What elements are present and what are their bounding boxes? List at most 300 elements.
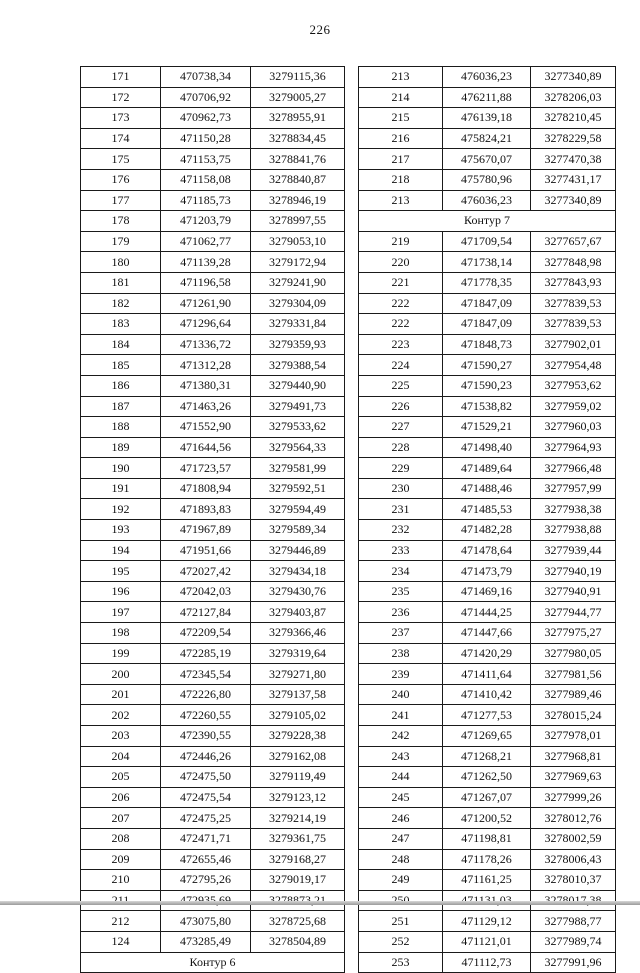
point-number-cell: 252 — [359, 931, 443, 952]
y-coordinate-cell: 3279594,49 — [251, 499, 345, 520]
point-number-cell: 251 — [359, 911, 443, 932]
table-row — [81, 128, 345, 149]
x-coordinate-cell: 472655,46 — [161, 849, 251, 870]
table-row — [359, 520, 616, 541]
x-coordinate-cell: 471267,07 — [443, 787, 531, 808]
table-row — [359, 828, 616, 849]
x-coordinate-cell: 471463,26 — [161, 396, 251, 417]
point-number-cell: 203 — [81, 726, 161, 747]
y-coordinate-cell: 3277999,26 — [531, 787, 616, 808]
point-number-cell: 195 — [81, 561, 161, 582]
y-coordinate-cell: 3279005,27 — [251, 87, 345, 108]
x-coordinate-cell: 472795,26 — [161, 870, 251, 891]
x-coordinate-cell: 472226,80 — [161, 684, 251, 705]
table-row — [359, 231, 616, 252]
x-coordinate-cell: 471062,77 — [161, 231, 251, 252]
y-coordinate-cell: 3279172,94 — [251, 252, 345, 273]
point-number-cell: 221 — [359, 272, 443, 293]
point-number-cell: 180 — [81, 252, 161, 273]
point-number-cell: 243 — [359, 746, 443, 767]
x-coordinate-cell: 472209,54 — [161, 623, 251, 644]
table-row — [81, 520, 345, 541]
y-coordinate-cell: 3277902,01 — [531, 334, 616, 355]
table-row — [81, 417, 345, 438]
table-row — [81, 870, 345, 891]
point-number-cell: 219 — [359, 231, 443, 252]
y-coordinate-cell: 3277839,53 — [531, 314, 616, 335]
y-coordinate-cell: 3277953,62 — [531, 375, 616, 396]
table-row — [81, 931, 345, 952]
point-number-cell: 233 — [359, 540, 443, 561]
point-number-cell: 228 — [359, 437, 443, 458]
x-coordinate-cell: 476036,23 — [443, 190, 531, 211]
point-number-cell: 184 — [81, 334, 161, 355]
x-coordinate-cell: 471738,14 — [443, 252, 531, 273]
table-row — [81, 375, 345, 396]
y-coordinate-cell: 3278725,68 — [251, 911, 345, 932]
point-number-cell: 253 — [359, 952, 443, 973]
y-coordinate-cell: 3278010,37 — [531, 870, 616, 891]
y-coordinate-cell: 3277964,93 — [531, 437, 616, 458]
y-coordinate-cell: 3277978,01 — [531, 726, 616, 747]
table-row — [81, 602, 345, 623]
y-coordinate-cell: 3279019,17 — [251, 870, 345, 891]
y-coordinate-cell: 3277431,17 — [531, 169, 616, 190]
y-coordinate-cell: 3277848,98 — [531, 252, 616, 273]
y-coordinate-cell: 3277981,56 — [531, 664, 616, 685]
y-coordinate-cell: 3279491,73 — [251, 396, 345, 417]
point-number-cell: 178 — [81, 211, 161, 232]
table-row — [359, 478, 616, 499]
x-coordinate-cell: 471482,28 — [443, 520, 531, 541]
table-row — [359, 149, 616, 170]
point-number-cell: 175 — [81, 149, 161, 170]
point-number-cell: 218 — [359, 169, 443, 190]
y-coordinate-cell: 3277940,91 — [531, 581, 616, 602]
y-coordinate-cell: 3277989,46 — [531, 684, 616, 705]
y-coordinate-cell: 3277989,74 — [531, 931, 616, 952]
y-coordinate-cell: 3279446,89 — [251, 540, 345, 561]
x-coordinate-cell: 471296,64 — [161, 314, 251, 335]
table-row — [81, 664, 345, 685]
table-row — [81, 67, 345, 88]
x-coordinate-cell: 471444,25 — [443, 602, 531, 623]
table-row — [81, 726, 345, 747]
x-coordinate-cell: 471198,81 — [443, 828, 531, 849]
point-number-cell: 177 — [81, 190, 161, 211]
table-row — [81, 272, 345, 293]
point-number-cell: 176 — [81, 169, 161, 190]
point-number-cell: 174 — [81, 128, 161, 149]
y-coordinate-cell: 3279115,36 — [251, 67, 345, 88]
point-number-cell: 213 — [359, 190, 443, 211]
y-coordinate-cell: 3279592,51 — [251, 478, 345, 499]
y-coordinate-cell: 3277657,67 — [531, 231, 616, 252]
point-number-cell: 244 — [359, 767, 443, 788]
table-row — [81, 787, 345, 808]
x-coordinate-cell: 472260,55 — [161, 705, 251, 726]
x-coordinate-cell: 475780,96 — [443, 169, 531, 190]
x-coordinate-cell: 471778,35 — [443, 272, 531, 293]
y-coordinate-cell: 3278946,19 — [251, 190, 345, 211]
y-coordinate-cell: 3279331,84 — [251, 314, 345, 335]
x-coordinate-cell: 472042,03 — [161, 581, 251, 602]
x-coordinate-cell: 471847,09 — [443, 293, 531, 314]
point-number-cell: 199 — [81, 643, 161, 664]
point-number-cell: 236 — [359, 602, 443, 623]
x-coordinate-cell: 471269,65 — [443, 726, 531, 747]
coordinates-table-left — [80, 66, 345, 973]
point-number-cell: 242 — [359, 726, 443, 747]
x-coordinate-cell: 471723,57 — [161, 458, 251, 479]
contour-header-row — [359, 211, 616, 232]
table-row — [359, 458, 616, 479]
y-coordinate-cell: 3277969,63 — [531, 767, 616, 788]
point-number-cell: 240 — [359, 684, 443, 705]
point-number-cell: 185 — [81, 355, 161, 376]
x-coordinate-cell: 471158,08 — [161, 169, 251, 190]
x-coordinate-cell: 470706,92 — [161, 87, 251, 108]
x-coordinate-cell: 471161,25 — [443, 870, 531, 891]
table-row — [81, 746, 345, 767]
point-number-cell: 197 — [81, 602, 161, 623]
table-row — [359, 952, 616, 973]
point-number-cell: 248 — [359, 849, 443, 870]
table-row — [81, 314, 345, 335]
page-number: 226 — [309, 22, 331, 37]
point-number-cell: 206 — [81, 787, 161, 808]
point-number-cell: 217 — [359, 149, 443, 170]
x-coordinate-cell: 471185,73 — [161, 190, 251, 211]
point-number-cell: 222 — [359, 314, 443, 335]
table-row — [359, 787, 616, 808]
point-number-cell: 247 — [359, 828, 443, 849]
y-coordinate-cell: 3279403,87 — [251, 602, 345, 623]
x-coordinate-cell: 471112,73 — [443, 952, 531, 973]
x-coordinate-cell: 470962,73 — [161, 108, 251, 129]
x-coordinate-cell: 471411,64 — [443, 664, 531, 685]
x-coordinate-cell: 472446,26 — [161, 746, 251, 767]
x-coordinate-cell: 471529,21 — [443, 417, 531, 438]
table-row — [81, 108, 345, 129]
table-row — [81, 499, 345, 520]
table-row — [359, 437, 616, 458]
table-row — [81, 767, 345, 788]
y-coordinate-cell: 3279361,75 — [251, 828, 345, 849]
point-number-cell: 188 — [81, 417, 161, 438]
point-number-cell: 216 — [359, 128, 443, 149]
y-coordinate-cell: 3279119,49 — [251, 767, 345, 788]
x-coordinate-cell: 471262,50 — [443, 767, 531, 788]
y-coordinate-cell: 3279319,64 — [251, 643, 345, 664]
x-coordinate-cell: 471129,12 — [443, 911, 531, 932]
table-row — [359, 849, 616, 870]
table-row — [359, 808, 616, 829]
x-coordinate-cell: 471447,66 — [443, 623, 531, 644]
y-coordinate-cell: 3277954,48 — [531, 355, 616, 376]
y-coordinate-cell: 3279271,80 — [251, 664, 345, 685]
table-row — [359, 931, 616, 952]
x-coordinate-cell: 473075,80 — [161, 911, 251, 932]
table-row — [359, 664, 616, 685]
table-row — [359, 911, 616, 932]
table-row — [81, 293, 345, 314]
y-coordinate-cell: 3278210,45 — [531, 108, 616, 129]
table-row — [81, 828, 345, 849]
table-row — [81, 684, 345, 705]
point-number-cell: 215 — [359, 108, 443, 129]
table-row — [81, 334, 345, 355]
y-coordinate-cell: 3277968,81 — [531, 746, 616, 767]
point-number-cell: 198 — [81, 623, 161, 644]
y-coordinate-cell: 3279168,27 — [251, 849, 345, 870]
y-coordinate-cell: 3277957,99 — [531, 478, 616, 499]
point-number-cell: 213 — [359, 67, 443, 88]
x-coordinate-cell: 471312,28 — [161, 355, 251, 376]
x-coordinate-cell: 472027,42 — [161, 561, 251, 582]
point-number-cell: 204 — [81, 746, 161, 767]
point-number-cell: 220 — [359, 252, 443, 273]
x-coordinate-cell: 472475,25 — [161, 808, 251, 829]
table-row — [359, 767, 616, 788]
y-coordinate-cell: 3278955,91 — [251, 108, 345, 129]
x-coordinate-cell: 471709,54 — [443, 231, 531, 252]
point-number-cell: 200 — [81, 664, 161, 685]
x-coordinate-cell: 471951,66 — [161, 540, 251, 561]
y-coordinate-cell: 3277991,96 — [531, 952, 616, 973]
x-coordinate-cell: 471268,21 — [443, 746, 531, 767]
y-coordinate-cell: 3279564,33 — [251, 437, 345, 458]
x-coordinate-cell: 471848,73 — [443, 334, 531, 355]
y-coordinate-cell: 3278504,89 — [251, 931, 345, 952]
point-number-cell: 234 — [359, 561, 443, 582]
x-coordinate-cell: 472127,84 — [161, 602, 251, 623]
table-row — [81, 705, 345, 726]
x-coordinate-cell: 471380,31 — [161, 375, 251, 396]
x-coordinate-cell: 473285,49 — [161, 931, 251, 952]
table-row — [81, 231, 345, 252]
x-coordinate-cell: 471150,28 — [161, 128, 251, 149]
y-coordinate-cell: 3279304,09 — [251, 293, 345, 314]
x-coordinate-cell: 471203,79 — [161, 211, 251, 232]
y-coordinate-cell: 3277938,38 — [531, 499, 616, 520]
point-number-cell: 196 — [81, 581, 161, 602]
x-coordinate-cell: 476036,23 — [443, 67, 531, 88]
table-row — [81, 355, 345, 376]
table-row — [359, 87, 616, 108]
point-number-cell: 182 — [81, 293, 161, 314]
y-coordinate-cell: 3278012,76 — [531, 808, 616, 829]
table-row — [359, 396, 616, 417]
y-coordinate-cell: 3277966,48 — [531, 458, 616, 479]
table-row — [81, 561, 345, 582]
point-number-cell: 212 — [81, 911, 161, 932]
x-coordinate-cell: 471410,42 — [443, 684, 531, 705]
y-coordinate-cell: 3278997,55 — [251, 211, 345, 232]
y-coordinate-cell: 3279366,46 — [251, 623, 345, 644]
table-row — [81, 849, 345, 870]
coordinates-table-right — [358, 66, 616, 973]
x-coordinate-cell: 471538,82 — [443, 396, 531, 417]
x-coordinate-cell: 471488,46 — [443, 478, 531, 499]
y-coordinate-cell: 3279214,19 — [251, 808, 345, 829]
table-row — [81, 87, 345, 108]
y-coordinate-cell: 3279589,34 — [251, 520, 345, 541]
point-number-cell: 231 — [359, 499, 443, 520]
y-coordinate-cell: 3279105,02 — [251, 705, 345, 726]
y-coordinate-cell: 3279581,99 — [251, 458, 345, 479]
y-coordinate-cell: 3279533,62 — [251, 417, 345, 438]
table-row — [359, 746, 616, 767]
table-row — [359, 355, 616, 376]
y-coordinate-cell: 3277960,03 — [531, 417, 616, 438]
table-row — [359, 602, 616, 623]
y-coordinate-cell: 3279440,90 — [251, 375, 345, 396]
x-coordinate-cell: 470738,34 — [161, 67, 251, 88]
table-row — [81, 643, 345, 664]
point-number-cell: 232 — [359, 520, 443, 541]
x-coordinate-cell: 475824,21 — [443, 128, 531, 149]
x-coordinate-cell: 476139,18 — [443, 108, 531, 129]
y-coordinate-cell: 3279053,10 — [251, 231, 345, 252]
table-row — [359, 417, 616, 438]
point-number-cell: 245 — [359, 787, 443, 808]
point-number-cell: 235 — [359, 581, 443, 602]
point-number-cell: 181 — [81, 272, 161, 293]
table-row — [81, 149, 345, 170]
table-row — [81, 911, 345, 932]
point-number-cell: 208 — [81, 828, 161, 849]
point-number-cell: 227 — [359, 417, 443, 438]
point-number-cell: 237 — [359, 623, 443, 644]
y-coordinate-cell: 3277959,02 — [531, 396, 616, 417]
point-number-cell: 209 — [81, 849, 161, 870]
table-row — [81, 252, 345, 273]
x-coordinate-cell: 475670,07 — [443, 149, 531, 170]
table-row — [359, 272, 616, 293]
y-coordinate-cell: 3278841,76 — [251, 149, 345, 170]
table-row — [359, 540, 616, 561]
x-coordinate-cell: 471200,52 — [443, 808, 531, 829]
x-coordinate-cell: 472285,19 — [161, 643, 251, 664]
table-row — [359, 643, 616, 664]
point-number-cell: 191 — [81, 478, 161, 499]
point-number-cell: 193 — [81, 520, 161, 541]
y-coordinate-cell: 3278002,59 — [531, 828, 616, 849]
y-coordinate-cell: 3279123,12 — [251, 787, 345, 808]
y-coordinate-cell: 3279430,76 — [251, 581, 345, 602]
point-number-cell: 223 — [359, 334, 443, 355]
x-coordinate-cell: 471277,53 — [443, 705, 531, 726]
y-coordinate-cell: 3277980,05 — [531, 643, 616, 664]
x-coordinate-cell: 471478,64 — [443, 540, 531, 561]
table-row — [81, 211, 345, 232]
y-coordinate-cell: 3277843,93 — [531, 272, 616, 293]
table-row — [81, 540, 345, 561]
x-coordinate-cell: 472345,54 — [161, 664, 251, 685]
y-coordinate-cell: 3278229,58 — [531, 128, 616, 149]
point-number-cell: 238 — [359, 643, 443, 664]
point-number-cell: 214 — [359, 87, 443, 108]
x-coordinate-cell: 472475,54 — [161, 787, 251, 808]
table-row — [81, 808, 345, 829]
point-number-cell: 246 — [359, 808, 443, 829]
y-coordinate-cell: 3279228,38 — [251, 726, 345, 747]
x-coordinate-cell: 471485,53 — [443, 499, 531, 520]
contour-label: Контур 7 — [359, 211, 616, 232]
table-row — [359, 684, 616, 705]
x-coordinate-cell: 471644,56 — [161, 437, 251, 458]
table-row — [81, 478, 345, 499]
point-number-cell: 207 — [81, 808, 161, 829]
table-row — [359, 499, 616, 520]
point-number-cell: 194 — [81, 540, 161, 561]
y-coordinate-cell: 3278834,45 — [251, 128, 345, 149]
x-coordinate-cell: 471178,26 — [443, 849, 531, 870]
y-coordinate-cell: 3279137,58 — [251, 684, 345, 705]
y-coordinate-cell: 3278006,43 — [531, 849, 616, 870]
x-coordinate-cell: 471469,16 — [443, 581, 531, 602]
x-coordinate-cell: 471121,01 — [443, 931, 531, 952]
x-coordinate-cell: 471261,90 — [161, 293, 251, 314]
x-coordinate-cell: 471139,28 — [161, 252, 251, 273]
x-coordinate-cell: 476211,88 — [443, 87, 531, 108]
point-number-cell: 210 — [81, 870, 161, 891]
point-number-cell: 172 — [81, 87, 161, 108]
x-coordinate-cell: 471552,90 — [161, 417, 251, 438]
point-number-cell: 241 — [359, 705, 443, 726]
y-coordinate-cell: 3279434,18 — [251, 561, 345, 582]
x-coordinate-cell: 472471,71 — [161, 828, 251, 849]
point-number-cell: 189 — [81, 437, 161, 458]
y-coordinate-cell: 3277938,88 — [531, 520, 616, 541]
y-coordinate-cell: 3277975,27 — [531, 623, 616, 644]
x-coordinate-cell: 471590,23 — [443, 375, 531, 396]
table-row — [81, 458, 345, 479]
table-row — [359, 623, 616, 644]
table-row — [359, 334, 616, 355]
table-row — [81, 169, 345, 190]
point-number-cell: 224 — [359, 355, 443, 376]
y-coordinate-cell: 3278840,87 — [251, 169, 345, 190]
table-row — [359, 375, 616, 396]
table-row — [359, 252, 616, 273]
point-number-cell: 190 — [81, 458, 161, 479]
point-number-cell: 222 — [359, 293, 443, 314]
point-number-cell: 183 — [81, 314, 161, 335]
point-number-cell: 186 — [81, 375, 161, 396]
table-row — [359, 67, 616, 88]
table-row — [359, 169, 616, 190]
x-coordinate-cell: 471847,09 — [443, 314, 531, 335]
table-row — [359, 108, 616, 129]
point-number-cell: 226 — [359, 396, 443, 417]
y-coordinate-cell: 3277470,38 — [531, 149, 616, 170]
table-row — [359, 561, 616, 582]
x-coordinate-cell: 471420,29 — [443, 643, 531, 664]
y-coordinate-cell: 3277340,89 — [531, 190, 616, 211]
x-coordinate-cell: 472475,50 — [161, 767, 251, 788]
y-coordinate-cell: 3277944,77 — [531, 602, 616, 623]
x-coordinate-cell: 472390,55 — [161, 726, 251, 747]
point-number-cell: 230 — [359, 478, 443, 499]
table-row — [81, 190, 345, 211]
y-coordinate-cell: 3279241,90 — [251, 272, 345, 293]
y-coordinate-cell: 3278206,03 — [531, 87, 616, 108]
point-number-cell: 179 — [81, 231, 161, 252]
table-row — [81, 623, 345, 644]
table-row — [359, 314, 616, 335]
